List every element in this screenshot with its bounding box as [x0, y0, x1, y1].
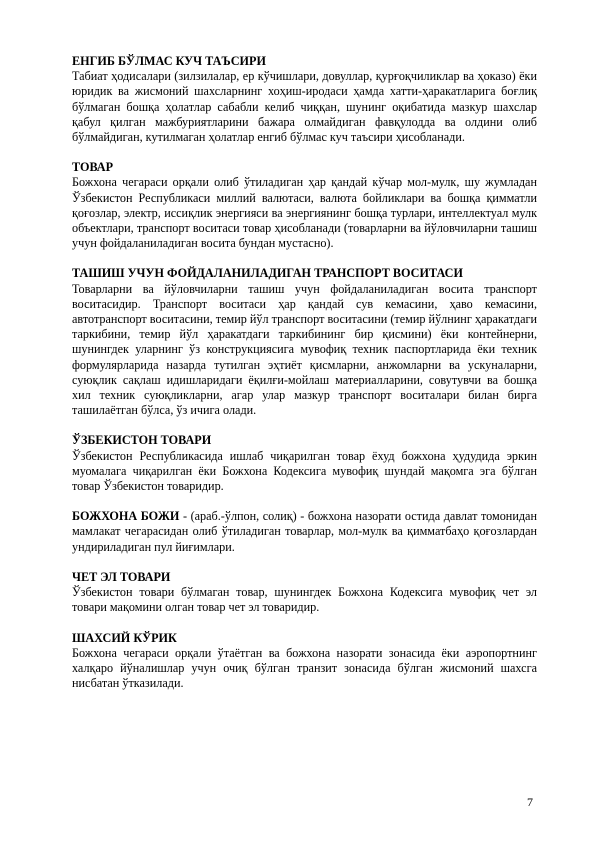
section-body: Божхона чегараси орқали ўтаётган ва божхона назорати зонасида ёки аэропортнинг халқаро йўналишлар учун очиқ бўлган транзит зонасида бўлган жисмоний шахсга нисбатан ўтказилади. [72, 645, 537, 691]
section-body: - (араб.-ўлпон, солиқ) - божхона назорати остида давлат томонидан мамлакат чегарасидан олиб ўтиладиган товарлар, мол-мулк ва қимматбаҳо қоғозлардан ундириладиган пул йиғимлари. [72, 509, 537, 554]
section-foreign-goods [72, 570, 537, 616]
section-body: Ўзбекистон Республикасида ишлаб чиқарилган товар ёхуд божхона ҳудудида эркин муомалага чиқарилган ёки Божхона Кодексига мувофиқ шундай мақомга эга бўлган товар Ўзбекистон товаридир. [72, 448, 537, 494]
section-heading: ШАХСИЙ КЎРИК [72, 630, 177, 645]
section-goods [72, 160, 537, 251]
section-customs-duty [72, 509, 537, 555]
section-force-majeure [72, 54, 537, 145]
section-heading: ЧЕТ ЭЛ ТОВАРИ [72, 569, 171, 584]
section-body: Табиат ҳодисалари (зилзилалар, ер кўчишлари, довуллар, қурғоқчиликлар ва ҳоказо) ёки юридик ва жисмоний шахсларнинг хоҳиш-иродаси ҳамда хатти-ҳаракатларига боғлиқ бўлмаган бошқа ҳолатлар сабабли келиб чиққан, шунинг оқибатида мазкур шахслар қабул қилган мажбуриятларини бажара олмайдиган фавқулодда ва олдини олиб бўлмайдиган, кутилмаган ҳолатлар енгиб бўлмас куч таъсири ҳисобланади. [72, 69, 537, 145]
section-body: Товарларни ва йўловчиларни ташиш учун фойдаланиладиган восита транспорт воситасидир. Транспорт воситаси ҳар қандай сув кемасини, ҳаво кемасини, автотранспорт воситасини, темир йўл транспорт воситасини (темир йўлнинг ҳаракатдаги таркибини, темир йўл ҳаракатдаги таркибининг бир қисмини) ёки контейнерни, шунингдек уларнинг ўз конструкциясига мувофиқ техник паспортларида ёки техник формулярларида назарда тутилган эҳтиёт қисмларни, анжомларни ва ускуналарни, суюқлик сақлаш идишларидаги ёқилғи-мойлаш материалларини, совутувчи ва бошқа хил техник суюқликларни, агар улар мазкур транспорт воситалари билан бирга ташилаётган бўлса, ўз ичига олади. [72, 281, 537, 418]
document-page [72, 54, 537, 706]
section-body: Божхона чегараси орқали олиб ўтиладиган ҳар қандай кўчар мол-мулк, шу жумладан Ўзбекистон Республикаси миллий валютаси, валюта бойликлари ва бошқа қимматли қоғозлар, электр, иссиқлик энергияси ва энергиянинг бошқа турлари, интеллектуал мулк объектлари, транспорт воситаси товар ҳисобланади (товарларни ва йўловчиларни ташиш учун фойдаланиладиган восита бундан мустасно). [72, 175, 537, 251]
section-body: Ўзбекистон товари бўлмаган товар, шунингдек Божхона Кодексига мувофиқ чет эл товари мақомини олган товар чет эл товаридир. [72, 585, 537, 615]
page-number: 7 [527, 795, 533, 809]
inline-term: БОЖХОНА БОЖИ [72, 509, 180, 524]
section-transport-vehicle [72, 266, 537, 418]
section-heading: ЎЗБЕКИСТОН ТОВАРИ [72, 433, 212, 448]
section-paragraph [72, 509, 537, 555]
section-personal-inspection [72, 631, 537, 692]
section-uzbekistan-goods [72, 433, 537, 494]
section-heading: ТАШИШ УЧУН ФОЙДАЛАНИЛАДИГАН ТРАНСПОРТ ВОСИТАСИ [72, 266, 463, 281]
section-heading: ТОВАР [72, 160, 114, 175]
section-heading: ЕНГИБ БЎЛМАС КУЧ ТАЪСИРИ [72, 54, 266, 68]
